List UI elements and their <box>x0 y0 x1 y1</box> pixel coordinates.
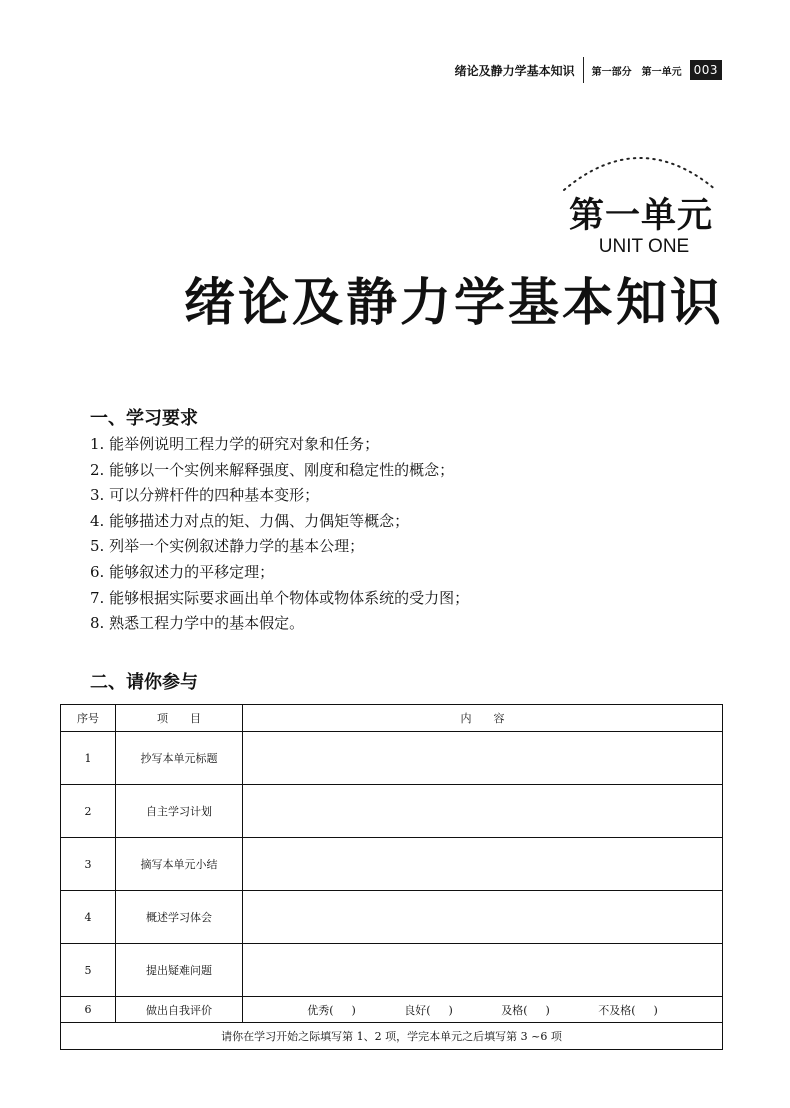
eval-option-label: 不及格( <box>598 1003 636 1017</box>
self-evaluation-cell <box>243 997 723 1023</box>
row-item: 提出疑难问题 <box>116 944 243 997</box>
eval-option-label: 良好( <box>404 1003 431 1017</box>
row-item: 摘写本单元小结 <box>116 838 243 891</box>
running-header-chapter: 绪论及静力学基本知识 <box>454 63 575 78</box>
eval-option-label: 及格( <box>501 1003 528 1017</box>
list-item: 6. 能够叙述力的平移定理； <box>90 562 275 581</box>
row-item: 抄写本单元标题 <box>116 732 243 785</box>
content-cell[interactable] <box>243 785 723 838</box>
content-cell[interactable] <box>243 838 723 891</box>
unit-title: 第一单元 <box>568 196 713 236</box>
eval-option-close: ) <box>351 1003 356 1017</box>
participation-table <box>60 704 723 1050</box>
requirements-list <box>90 432 469 637</box>
eval-option-excellent[interactable] <box>307 1002 356 1018</box>
row-number: 3 <box>61 838 116 891</box>
eval-option-label: 优秀( <box>307 1003 334 1017</box>
table-row <box>61 785 723 838</box>
row-number: 4 <box>61 891 116 944</box>
table-row <box>61 838 723 891</box>
list-item: 3. 可以分辨杆件的四种基本变形； <box>90 486 320 505</box>
table-row <box>61 997 723 1023</box>
running-header-unit: 第一单元 <box>641 66 682 78</box>
row-number: 6 <box>61 997 116 1023</box>
row-item: 做出自我评价 <box>116 997 243 1023</box>
content-cell[interactable] <box>243 944 723 997</box>
list-item: 4. 能够描述力对点的矩、力偶、力偶矩等概念； <box>90 511 410 530</box>
section-heading-participation: 二、请你参与 <box>90 672 198 693</box>
row-number: 1 <box>61 732 116 785</box>
dotted-arc-decoration <box>560 148 720 194</box>
section-heading-requirements: 一、学习要求 <box>90 408 198 429</box>
unit-subtitle: UNIT ONE <box>598 236 690 257</box>
row-number: 5 <box>61 944 116 997</box>
self-evaluation-options <box>243 1002 722 1018</box>
table-row <box>61 732 723 785</box>
header-item: 项 目 <box>116 705 243 732</box>
chapter-title: 绪论及静力学基本知识 <box>183 274 724 333</box>
eval-option-fail[interactable] <box>598 1002 658 1018</box>
table-row <box>61 891 723 944</box>
table-header-row <box>61 705 723 732</box>
table-note: 请你在学习开始之际填写第 1、2 项，学完本单元之后填写第 3 ~6 项 <box>61 1023 723 1050</box>
content-cell[interactable] <box>243 732 723 785</box>
page-number: 003 <box>690 60 722 80</box>
header-no: 序号 <box>61 705 116 732</box>
eval-option-close: ) <box>653 1003 658 1017</box>
list-item: 1. 能举例说明工程力学的研究对象和任务； <box>90 435 380 453</box>
row-item: 概述学习体会 <box>116 891 243 944</box>
table-note-row <box>61 1023 723 1050</box>
content-cell[interactable] <box>243 891 723 944</box>
eval-option-pass[interactable] <box>501 1002 550 1018</box>
header-content: 内 容 <box>243 705 723 732</box>
eval-option-good[interactable] <box>404 1002 453 1018</box>
list-item: 2. 能够以一个实例来解释强度、刚度和稳定性的概念； <box>90 460 455 479</box>
list-item: 7. 能够根据实际要求画出单个物体或物体系统的受力图； <box>90 588 470 607</box>
row-number: 2 <box>61 785 116 838</box>
running-header <box>455 56 722 84</box>
row-item: 自主学习计划 <box>116 785 243 838</box>
list-item: 5. 列举一个实例叙述静力学的基本公理； <box>90 537 365 556</box>
running-header-divider <box>583 57 584 83</box>
eval-option-close: ) <box>448 1003 453 1017</box>
running-header-part: 第一部分 <box>591 66 632 78</box>
eval-option-close: ) <box>545 1003 550 1017</box>
table-row <box>61 944 723 997</box>
list-item: 8. 熟悉工程力学中的基本假定。 <box>90 614 305 633</box>
